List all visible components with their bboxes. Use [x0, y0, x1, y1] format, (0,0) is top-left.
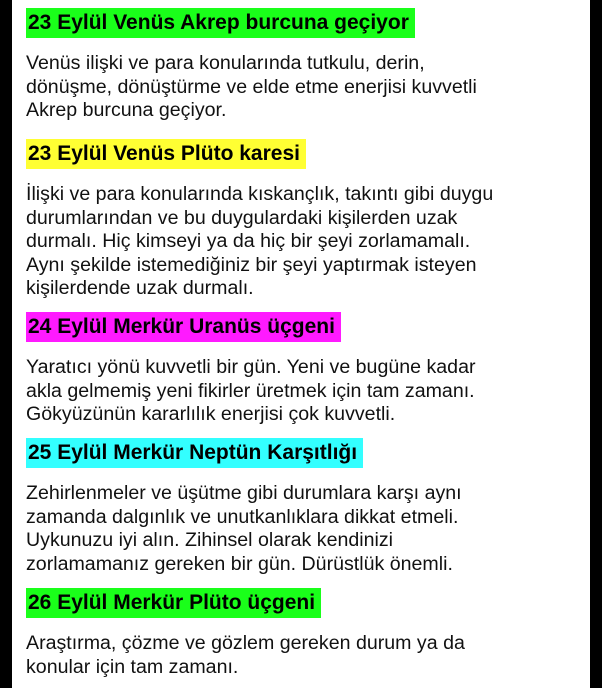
section-venus-scorpio: [26, 8, 582, 123]
paragraph-line: akla gelmemiş yeni fikirler üretmek için tam zamanı.: [26, 379, 475, 402]
section-paragraph: [26, 52, 582, 123]
section-mercury-pluto: [26, 588, 582, 679]
paragraph-line: Venüs ilişki ve para konularında tutkulu, derin,: [26, 52, 425, 74]
paragraph-line: zamanda dalgınlık ve unutkanlıklara dikkat etmeli.: [26, 505, 459, 528]
section-mercury-uranus: [26, 312, 582, 427]
paragraph-line: zorlamamanız gereken bir gün. Dürüstlük önemli.: [26, 552, 453, 575]
paragraph-line: Gökyüzünün kararlılık enerjisi çok kuvvetli.: [26, 403, 396, 425]
paragraph-line: konular için tam zamanı.: [26, 655, 239, 678]
horoscope-document: [12, 0, 590, 688]
paragraph-line: durmalı. Hiç kimseyi ya da hiç bir şeyi zorlamamalı.: [26, 230, 471, 252]
section-venus-pluto: [26, 139, 582, 301]
section-paragraph: [26, 356, 582, 427]
section-heading: 23 Eylül Venüs Plüto karesi: [26, 139, 306, 169]
section-paragraph: [26, 632, 582, 679]
paragraph-line: Aynı şekilde istemediğiniz bir şeyi yaptırmak isteyen: [26, 253, 477, 276]
paragraph-line: Uykunuzu iyi alın. Zihinsel olarak kendinizi: [26, 529, 394, 551]
section-mercury-neptune: [26, 438, 582, 576]
paragraph-line: İlişki ve para konularında kıskançlık, takıntı gibi duygu: [26, 183, 494, 205]
section-heading: 23 Eylül Venüs Akrep burcuna geçiyor: [26, 8, 415, 38]
paragraph-line: dönüşme, dönüştürme ve elde etme enerjisi kuvvetli: [26, 75, 477, 98]
section-heading: 26 Eylül Merkür Plüto üçgeni: [26, 588, 321, 618]
paragraph-line: Yaratıcı yönü kuvvetli bir gün. Yeni ve bugüne kadar: [26, 356, 476, 378]
paragraph-line: durumlarından ve bu duygulardaki kişilerden uzak: [26, 206, 458, 229]
paragraph-line: Araştırma, çözme ve gözlem gereken durum ya da: [26, 632, 465, 654]
paragraph-line: Akrep burcuna geçiyor.: [26, 99, 227, 121]
section-heading: 25 Eylül Merkür Neptün Karşıtlığı: [26, 438, 363, 468]
paragraph-line: Zehirlenmeler ve üşütme gibi durumlara karşı aynı: [26, 482, 462, 504]
paragraph-line: kişilerdende uzak durmalı.: [26, 277, 254, 299]
section-heading: 24 Eylül Merkür Uranüs üçgeni: [26, 312, 341, 342]
section-paragraph: [26, 183, 582, 301]
section-paragraph: [26, 482, 582, 576]
